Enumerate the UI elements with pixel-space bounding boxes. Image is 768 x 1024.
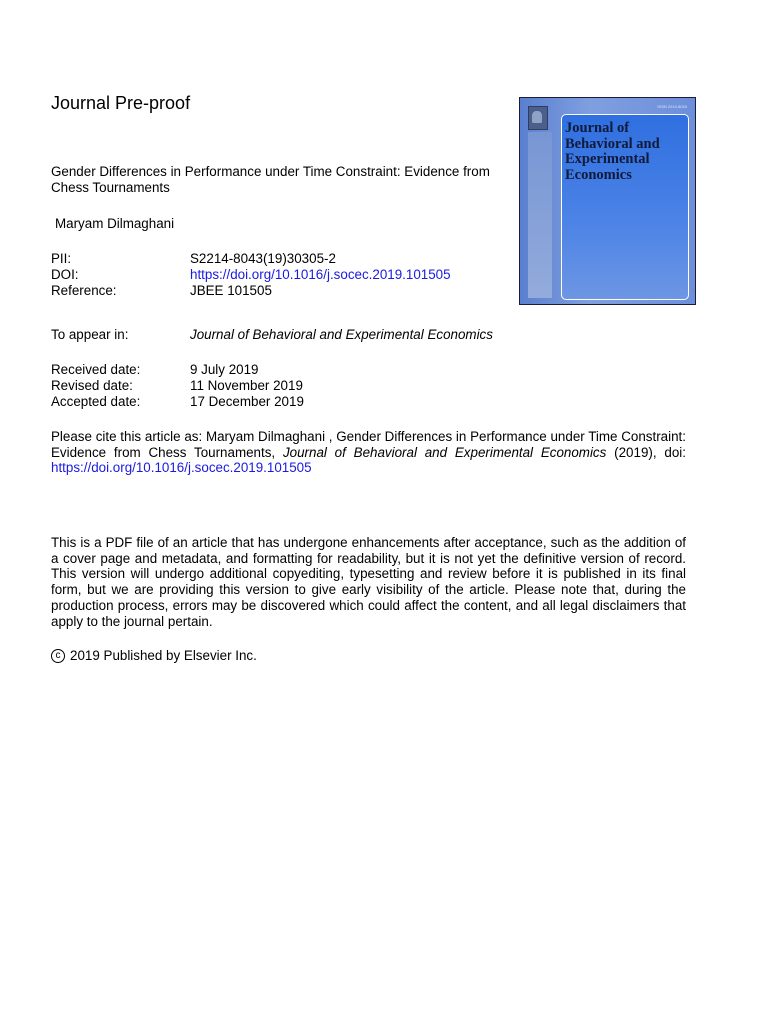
- citation-doi-link[interactable]: https://doi.org/10.1016/j.socec.2019.101505: [51, 460, 312, 476]
- citation-journal: Journal of Behavioral and Experimental Economics: [282, 444, 607, 460]
- copyright-text: 2019 Published by Elsevier Inc.: [70, 648, 257, 663]
- received-date-label: Received date:: [51, 362, 141, 377]
- cover-title-panel: [561, 114, 689, 300]
- cover-journal-title: Journal of Behavioral and Experimental Economics: [565, 120, 660, 183]
- accepted-date-value: 17 December 2019: [190, 394, 304, 409]
- revised-date-label: Revised date:: [51, 378, 133, 393]
- pre-proof-notice: This is a PDF file of an article that has undergone enhancements after acceptance, such as the addition of a cover page and metadata, and formatting for readability, but it is not yet the definitive version of record. This version will undergo additional copyediting, typesetting and review before it is published in its final form, but we are providing this version to give early visibility of the article. Please note that, during the production process, errors may be discovered which could affect the content, and all legal disclaimers that apply to the journal pertain.: [51, 535, 686, 629]
- pii-value: S2214-8043(19)30305-2: [190, 251, 336, 266]
- cover-issn: ISSN 2214-8043: [657, 104, 687, 109]
- doi-link[interactable]: https://doi.org/10.1016/j.socec.2019.101505: [190, 267, 451, 282]
- reference-value: JBEE 101505: [190, 283, 272, 298]
- citation-paragraph: [51, 429, 686, 476]
- accepted-date-label: Accepted date:: [51, 394, 141, 409]
- appear-in-journal: Journal of Behavioral and Experimental Economics: [190, 327, 493, 342]
- appear-in-label: To appear in:: [51, 327, 129, 342]
- journal-pre-proof-heading: Journal Pre-proof: [51, 93, 191, 113]
- received-date-value: 9 July 2019: [190, 362, 259, 377]
- revised-date-value: 11 November 2019: [190, 378, 303, 393]
- elsevier-tree-icon: [528, 106, 548, 130]
- citation-doi-prefix: doi:: [664, 444, 686, 460]
- article-title: Gender Differences in Performance under Time Constraint: Evidence from Chess Tournaments: [51, 164, 490, 195]
- copyright-icon: c: [51, 649, 65, 663]
- article-author: Maryam Dilmaghani: [55, 216, 175, 231]
- citation-prefix: Please cite this article as: Maryam Dilmaghani , Gender Differences in Performance under Time Constraint: Evidence from Chess Tournaments,: [51, 429, 686, 460]
- pii-label: PII:: [51, 251, 72, 266]
- journal-cover-image: [519, 97, 696, 305]
- citation-year: (2019),: [614, 444, 657, 460]
- copyright-line: [51, 648, 257, 663]
- doi-label: DOI:: [51, 267, 79, 282]
- cover-sidebar: [528, 132, 552, 298]
- reference-label: Reference:: [51, 283, 117, 298]
